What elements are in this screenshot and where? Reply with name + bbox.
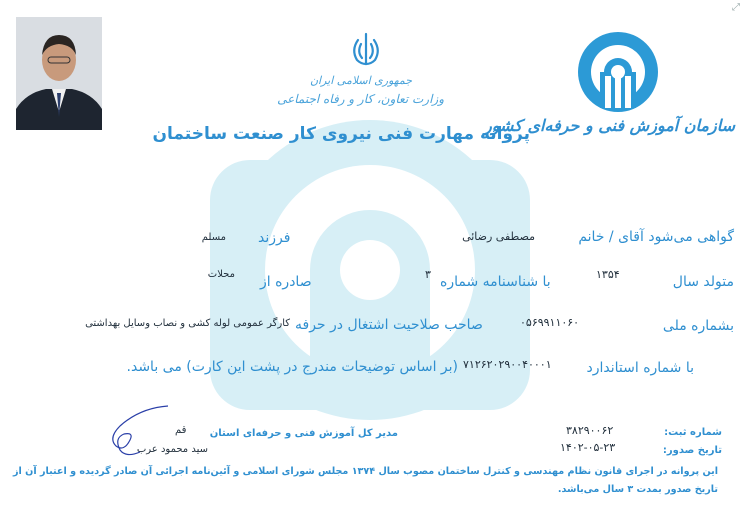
issued-from-label: صادره از xyxy=(260,274,312,290)
competence-label: صاحب صلاحیت اشتغال در حرفه xyxy=(295,317,483,333)
standard-note: (بر اساس توضیحات مندرج در پشت این کارت) می باشد. xyxy=(126,359,458,375)
trade: کارگر عمومی لوله کشی و نصاب وسایل بهداشتی xyxy=(85,318,290,329)
person-portrait-icon xyxy=(16,17,102,130)
issue-date: ۱۴۰۲-۰۵-۲۳ xyxy=(560,441,616,454)
director-name: سید محمود عرب xyxy=(136,444,208,455)
director-label: مدیر کل آموزش فنی و حرفه‌ای استان xyxy=(209,428,398,439)
registration-number: ۳۸۲۹۰۰۶۲ xyxy=(566,424,614,437)
born-label: متولد سال xyxy=(672,274,734,290)
father-name: مسلم xyxy=(201,232,226,243)
issued-from: محلات xyxy=(207,269,235,280)
signature-icon xyxy=(100,400,190,460)
national-id: ۰۵۶۹۹۱۱۰۶۰ xyxy=(520,316,580,329)
id-number-label: با شناسنامه شماره xyxy=(440,274,551,290)
child-of-label: فرزند xyxy=(258,230,291,246)
standard-number: ۷۱۲۶۲۰۲۹۰۰۴۰۰۰۱ xyxy=(463,358,552,371)
legal-line-2: تاریخ صدور بمدت ۳ سال می‌باشد. xyxy=(557,484,718,495)
republic-text: جمهوری اسلامی ایران xyxy=(309,74,412,87)
tvto-logo-icon xyxy=(572,28,664,114)
full-name: مصطفی رضائی xyxy=(462,230,535,243)
issue-date-label: تاریخ صدور: xyxy=(662,445,722,456)
id-number: ۳ xyxy=(425,268,431,281)
iran-emblem-icon xyxy=(345,30,387,70)
holder-photo xyxy=(16,17,102,130)
birth-year: ۱۳۵۴ xyxy=(596,268,620,281)
national-id-label: بشماره ملی xyxy=(662,318,734,334)
certify-label: گواهی می‌شود آقای / خانم xyxy=(578,229,734,245)
org-name: سازمان آموزش فنی و حرفه‌ای کشور xyxy=(484,116,735,135)
legal-line-1: این پروانه در اجرای قانون نظام مهندسی و کنترل ساختمان مصوب سال ۱۳۷۴ مجلس شورای اسلامی و آئین‌نامه اجرائی آن صادر گردیده و اعتبار آن از xyxy=(12,466,718,477)
registration-label: شماره ثبت: xyxy=(664,427,722,438)
certificate-title: پروانه مهارت فنی نیروی کار صنعت ساختمان xyxy=(152,124,530,144)
ministry-text: وزارت تعاون، کار و رفاه اجتماعی xyxy=(277,92,444,106)
province: قم xyxy=(175,425,187,436)
expand-icon: ⤢ xyxy=(732,2,740,13)
standard-label: با شماره استاندارد xyxy=(586,360,694,376)
